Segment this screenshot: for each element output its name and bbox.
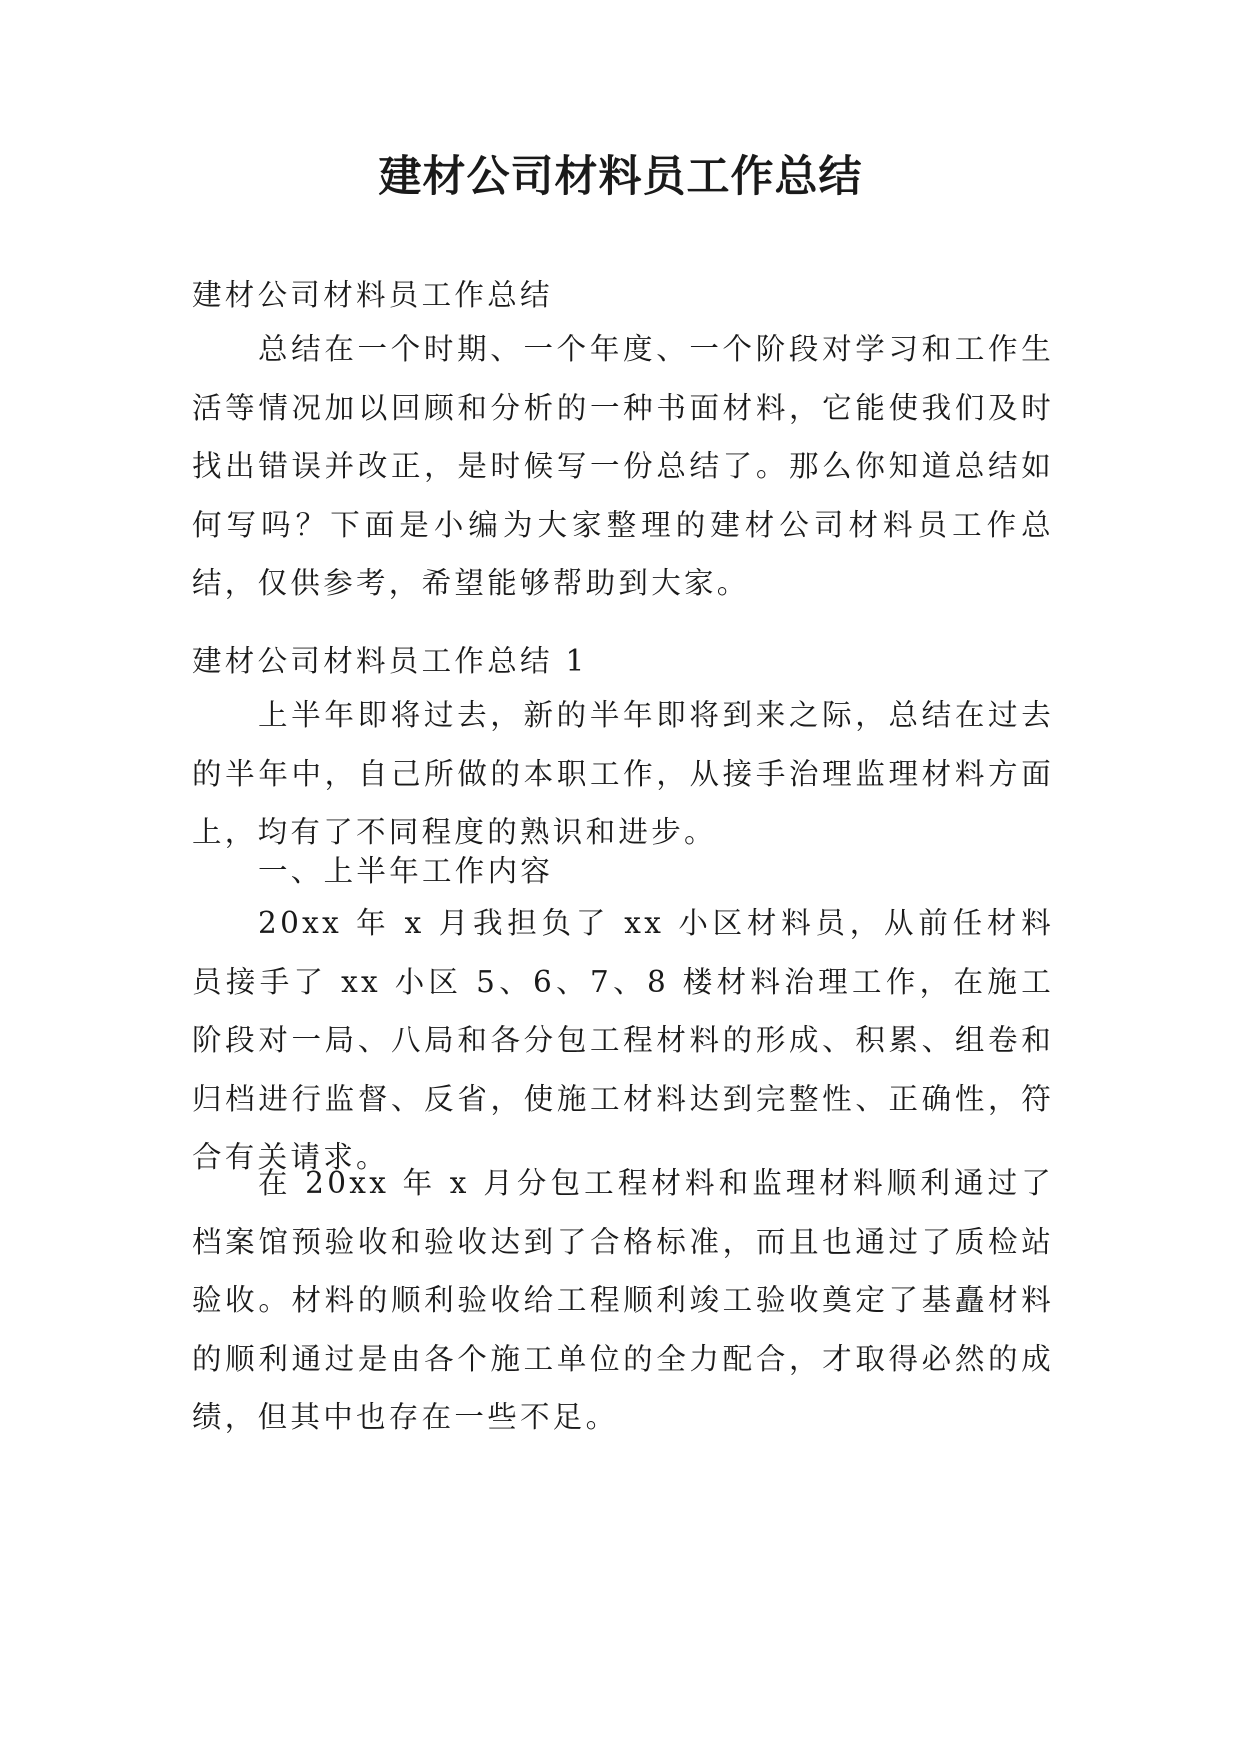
section-paragraph: 20xx 年 x 月我担负了 xx 小区材料员，从前任材料员接手了 xx 小区 5、6、7、8 楼材料治理工作，在施工阶段对一局、八局和各分包工程材料的形成、积累、组卷和归档进行监督、反省，使施工材料达到完整性、正确性，符合有关请求。 — [192, 906, 1054, 1174]
section-heading: 建材公司材料员工作总结 1 — [192, 644, 588, 678]
section-subheading: 一、上半年工作内容 — [258, 854, 554, 888]
document-subtitle: 建材公司材料员工作总结 — [192, 278, 553, 312]
intro-paragraph: 总结在一个时期、一个年度、一个阶段对学习和工作生活等情况加以回顾和分析的一种书面材料，它能使我们及时找出错误并改正，是时候写一份总结了。那么你知道总结如何写吗？下面是小编为大家整理的建材公司材料员工作总结，仅供参考，希望能够帮助到大家。 — [192, 332, 1054, 600]
document-title: 建材公司材料员工作总结 — [378, 152, 863, 202]
section-paragraph: 上半年即将过去，新的半年即将到来之际，总结在过去的半年中，自己所做的本职工作，从接手治理监理材料方面上，均有了不同程度的熟识和进步。 — [192, 698, 1054, 849]
section-paragraph: 在 20xx 年 x 月分包工程材料和监理材料顺利通过了档案馆预验收和验收达到了合格标准，而且也通过了质检站验收。材料的顺利验收给工程顺利竣工验收奠定了基矗材料的顺利通过是由各个施工单位的全力配合，才取得必然的成绩，但其中也存在一些不足。 — [192, 1166, 1054, 1434]
